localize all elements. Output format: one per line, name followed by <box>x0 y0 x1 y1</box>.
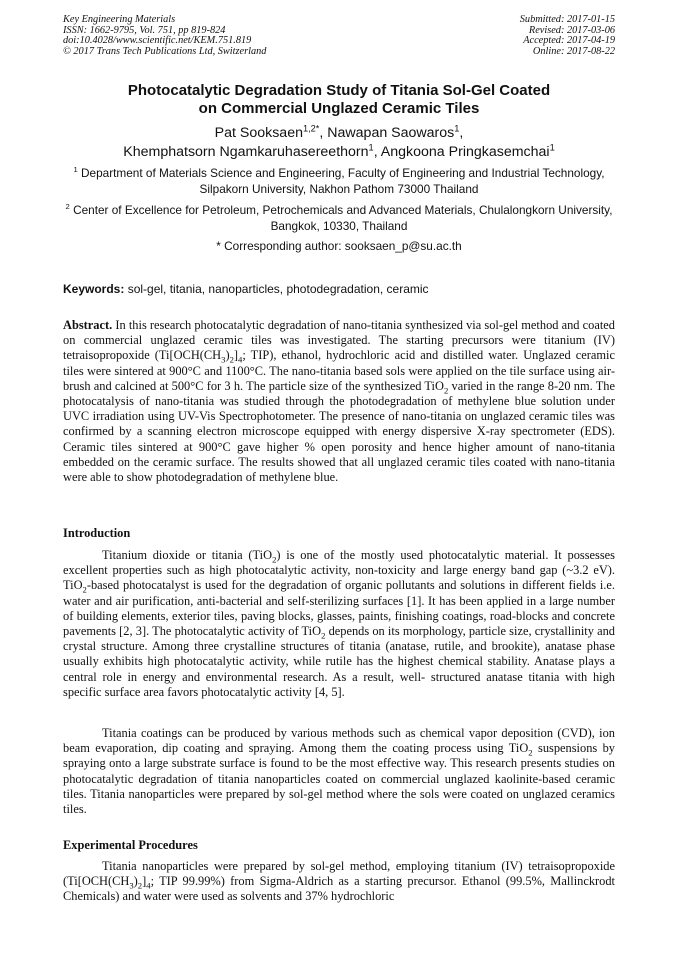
author-affiliation-mark: 1,2* <box>302 123 320 134</box>
journal-header-right <box>520 15 615 57</box>
keywords-text: sol-gel, titania, nanoparticles, photodegradation, ceramic <box>127 282 429 296</box>
subscript: 2 <box>82 584 87 595</box>
section-heading-experimental: Experimental Procedures <box>63 838 198 852</box>
abstract-text: ; TIP), ethanol, hydrochloric acid and distilled water. Unglazed ceramic tiles were sintered at 900°C and 1100°C. The nano-titania based sols were applied on the tile surface using air-brush and calcined at 500°C for 3 h. The particle size of the synthesized TiO <box>63 348 615 393</box>
abstract-text: ) <box>225 348 230 363</box>
body-text: Titania coatings can be produced by various methods such as chemical vapor deposition (CVD), ion beam evaporation, dip coating and spraying. Among them the coating process using TiO <box>63 726 615 756</box>
affiliation-text: Department of Materials Science and Engineering, Faculty of Engineering and Industrial Technology, Silpakorn University, Nakhon Pathom 73000 Thailand <box>81 166 605 196</box>
subscript: 2 <box>443 385 449 396</box>
subscript: 2 <box>528 747 533 758</box>
keywords-label: Keywords: <box>63 282 125 296</box>
author-affiliation-mark: 1 <box>368 142 374 153</box>
subscript: 4 <box>146 880 151 891</box>
body-text: -based photocatalyst is used for the degradation of organic pollutants and solutions in different fields i.e. water and air purification, anti-bacterial and self-sterilizing surfaces [1]. It has been applied in a large number of building elements, exterior tiles, paving blocks, glasses, paints, finishing coatings, road-blocks and concrete pavements [2, 3]. The photocatalytic activity of TiO <box>63 578 615 639</box>
introduction-paragraph-1 <box>63 548 615 700</box>
subscript: 2 <box>272 554 277 565</box>
abstract <box>63 318 615 485</box>
author-affiliation-mark: 1 <box>454 123 460 134</box>
abstract-text: In this research photocatalytic degradation of nano-titania synthesized via sol-gel method and coated on commercial unglazed ceramic tiles was investigated. The starting precursors were titanium (IV) tetraisopropoxide (Ti[OCH(CH <box>63 318 615 363</box>
affiliation-text: Center of Excellence for Petroleum, Petrochemicals and Advanced Materials, Chulalongkorn University, Bangkok, 10330, Thailand <box>73 203 613 233</box>
body-text: ; TIP 99.99%) from Sigma-Aldrich as a starting precursor. Ethanol (99.5%, Mallinckrodt Chemicals) and water were used as solvents and 37% hydrochloric <box>63 874 615 904</box>
corresponding-author: * Corresponding author: sooksaen_p@su.ac.th <box>216 239 462 253</box>
journal-doi: doi:10.4028/www.scientific.net/KEM.751.819 <box>63 35 252 47</box>
journal-copyright: © 2017 Trans Tech Publications Ltd, Switzerland <box>63 45 267 57</box>
subscript: 3 <box>129 880 134 891</box>
date-accepted: Accepted: 2017-04-19 <box>523 35 615 47</box>
journal-issn: ISSN: 1662-9795, Vol. 751, pp 819-824 <box>63 24 226 36</box>
keywords <box>63 282 615 297</box>
abstract-label: Abstract. <box>63 318 113 332</box>
date-submitted: Submitted: 2017-01-15 <box>519 14 615 25</box>
date-revised: Revised: 2017-03-06 <box>528 24 615 36</box>
author-line-1: Pat Sooksaen$^{1,2*}$, Nawapan Saowaros$^1$, <box>214 123 464 141</box>
journal-name: Key Engineering Materials <box>63 14 176 25</box>
affiliation-2 <box>63 203 615 234</box>
body-text: ) is one of the mostly used photocatalytic material. It possesses excellent properties such as high photocatalytic activity, non-toxicity and large energy band gap (~3.2 eV). TiO <box>63 548 615 593</box>
paper-title-line-2: on Commercial Unglazed Ceramic Tiles <box>198 100 480 117</box>
subscript: 2 <box>229 354 234 365</box>
body-text: ] <box>142 874 147 889</box>
paper-title-line-1: Photocatalytic Degradation Study of Titania Sol-Gel Coated <box>127 82 551 99</box>
body-text: Titanium dioxide or titania (TiO <box>102 548 273 562</box>
author-list <box>63 124 615 162</box>
body-text: ) <box>133 874 138 889</box>
author-name: Nawapan Saowaros <box>327 125 455 141</box>
author-name: Khemphatsorn Ngamkaruhasereethorn <box>123 144 369 160</box>
paper-title <box>63 82 615 118</box>
subscript: 3 <box>221 354 226 365</box>
subscript: 4 <box>238 354 243 365</box>
subscript: 2 <box>321 630 326 641</box>
affiliation-number: 2 <box>65 202 70 212</box>
author-name: Angkoona Pringkasemchai <box>380 144 550 160</box>
date-online: Online: 2017-08-22 <box>532 45 615 57</box>
experimental-paragraph-1 <box>63 859 615 905</box>
affiliation-number: 1 <box>73 165 78 175</box>
subscript: 2 <box>137 880 143 891</box>
affiliation-1 <box>63 166 615 197</box>
author-line-2: Khemphatsorn Ngamkaruhasereethorn$^1$, Angkoona Pringkasemchai$^1$ <box>123 142 555 160</box>
abstract-text: ] <box>233 348 239 363</box>
journal-header-left <box>63 15 266 57</box>
body-text: Titania nanoparticles were prepared by sol-gel method, employing titanium (IV) tetraisopropoxide (Ti[OCH(CH <box>63 859 615 889</box>
body-text: depends on its morphology, particle size, crystallinity and crystal structure. Among three crystalline structures of titania (anatase, rutile, and brookite), anatase phase usually exhibits high photocatalytic activity, while rutile has the highest chemical stability. Anatase plays a central role in energy and environmental research. As a result, well- structured anatase titania with high specific surface area favors photocatalytic activity [4, 5]. <box>63 624 615 699</box>
abstract-text: varied in the range 8-20 nm. The photocatalysis of nano-titania was studied through the photodegradation of methylene blue solution under UVC irradiation using UV-Vis Spectrophotometer. The presence of nano-titania on unglazed ceramic tiles was confirmed by a scanning electron microscope equipped with energy dispersive X-ray spectrometer (EDS). Ceramic tiles sintered at 900°C gave higher % open porosity and hence higher amount of nano-titania embedded on the ceramic surface. The results showed that all unglazed ceramic tiles coated with nano-titania were able to show photodegradation of methylene blue. <box>63 378 615 485</box>
author-name: Pat Sooksaen <box>214 125 303 141</box>
author-affiliation-mark: 1 <box>549 142 555 153</box>
introduction-paragraph-2 <box>63 726 615 817</box>
body-text: suspensions by spraying onto a large substrate surface is found to be the most effective way. This research presents studies on photocatalytic degradation of titania nanoparticles coated on commercial unglazed kaolinite-based ceramic tiles. Titania nanoparticles were prepared by sol-gel method where the sols were coated on unglazed ceramics tiles. <box>63 741 615 817</box>
section-heading-introduction: Introduction <box>63 526 131 540</box>
